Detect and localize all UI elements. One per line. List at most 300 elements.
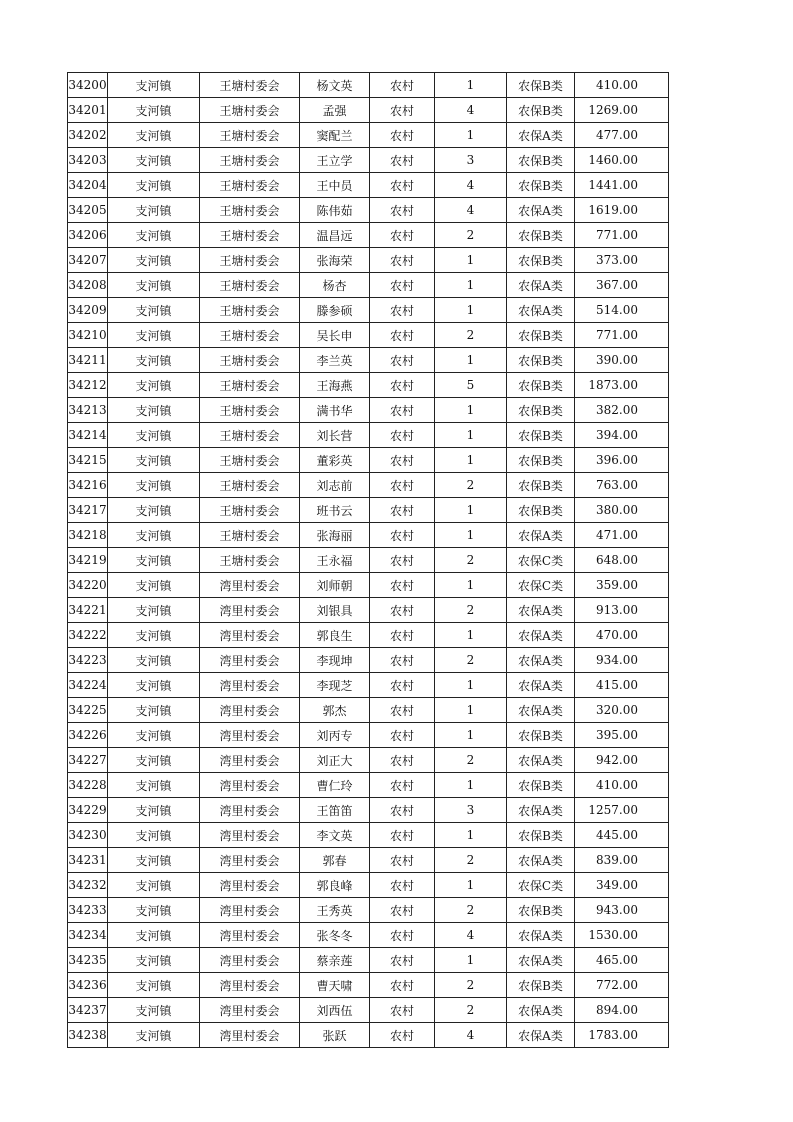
village-cell: 王塘村委会 <box>200 548 300 573</box>
town-cell: 支河镇 <box>108 623 200 648</box>
village-cell: 湾里村委会 <box>200 598 300 623</box>
row-id-cell: 34206 <box>68 223 108 248</box>
row-id-cell: 34213 <box>68 398 108 423</box>
town-cell: 支河镇 <box>108 223 200 248</box>
village-cell: 湾里村委会 <box>200 973 300 998</box>
area-type-cell: 农村 <box>370 298 435 323</box>
area-type-cell: 农村 <box>370 273 435 298</box>
category-cell: 农保B类 <box>507 448 575 473</box>
category-cell: 农保A类 <box>507 623 575 648</box>
name-cell: 董彩英 <box>300 448 370 473</box>
table-row <box>68 948 669 973</box>
table-row <box>68 548 669 573</box>
name-cell: 王笛笛 <box>300 798 370 823</box>
area-type-cell: 农村 <box>370 823 435 848</box>
category-cell: 农保A类 <box>507 923 575 948</box>
household-size-cell: 1 <box>435 298 507 323</box>
area-type-cell: 农村 <box>370 473 435 498</box>
category-cell: 农保B类 <box>507 398 575 423</box>
amount-cell: 373.00 <box>575 248 669 273</box>
row-id-cell: 34233 <box>68 898 108 923</box>
name-cell: 李现芝 <box>300 673 370 698</box>
village-cell: 湾里村委会 <box>200 723 300 748</box>
area-type-cell: 农村 <box>370 623 435 648</box>
table-row <box>68 323 669 348</box>
table-row <box>68 498 669 523</box>
name-cell: 曹天啸 <box>300 973 370 998</box>
village-cell: 王塘村委会 <box>200 448 300 473</box>
category-cell: 农保A类 <box>507 598 575 623</box>
town-cell: 支河镇 <box>108 73 200 98</box>
name-cell: 窦配兰 <box>300 123 370 148</box>
town-cell: 支河镇 <box>108 548 200 573</box>
household-size-cell: 2 <box>435 973 507 998</box>
town-cell: 支河镇 <box>108 373 200 398</box>
area-type-cell: 农村 <box>370 98 435 123</box>
table-row <box>68 673 669 698</box>
name-cell: 王秀英 <box>300 898 370 923</box>
table-row <box>68 473 669 498</box>
village-cell: 湾里村委会 <box>200 998 300 1023</box>
household-size-cell: 4 <box>435 98 507 123</box>
name-cell: 李兰英 <box>300 348 370 373</box>
amount-cell: 942.00 <box>575 748 669 773</box>
category-cell: 农保A类 <box>507 273 575 298</box>
village-cell: 王塘村委会 <box>200 373 300 398</box>
name-cell: 王立学 <box>300 148 370 173</box>
category-cell: 农保A类 <box>507 798 575 823</box>
area-type-cell: 农村 <box>370 698 435 723</box>
town-cell: 支河镇 <box>108 448 200 473</box>
town-cell: 支河镇 <box>108 123 200 148</box>
area-type-cell: 农村 <box>370 373 435 398</box>
row-id-cell: 34224 <box>68 673 108 698</box>
town-cell: 支河镇 <box>108 173 200 198</box>
amount-cell: 1460.00 <box>575 148 669 173</box>
row-id-cell: 34236 <box>68 973 108 998</box>
name-cell: 滕参硕 <box>300 298 370 323</box>
town-cell: 支河镇 <box>108 873 200 898</box>
row-id-cell: 34234 <box>68 923 108 948</box>
household-size-cell: 1 <box>435 948 507 973</box>
category-cell: 农保A类 <box>507 298 575 323</box>
name-cell: 李现坤 <box>300 648 370 673</box>
row-id-cell: 34216 <box>68 473 108 498</box>
household-size-cell: 1 <box>435 498 507 523</box>
row-id-cell: 34228 <box>68 773 108 798</box>
row-id-cell: 34231 <box>68 848 108 873</box>
town-cell: 支河镇 <box>108 198 200 223</box>
town-cell: 支河镇 <box>108 498 200 523</box>
amount-cell: 367.00 <box>575 273 669 298</box>
table-row <box>68 923 669 948</box>
town-cell: 支河镇 <box>108 423 200 448</box>
household-size-cell: 4 <box>435 173 507 198</box>
household-size-cell: 1 <box>435 273 507 298</box>
row-id-cell: 34215 <box>68 448 108 473</box>
category-cell: 农保A类 <box>507 1023 575 1048</box>
name-cell: 陈伟茹 <box>300 198 370 223</box>
town-cell: 支河镇 <box>108 673 200 698</box>
table-row <box>68 823 669 848</box>
household-size-cell: 2 <box>435 323 507 348</box>
row-id-cell: 34209 <box>68 298 108 323</box>
area-type-cell: 农村 <box>370 798 435 823</box>
village-cell: 王塘村委会 <box>200 323 300 348</box>
town-cell: 支河镇 <box>108 898 200 923</box>
village-cell: 王塘村委会 <box>200 298 300 323</box>
village-cell: 王塘村委会 <box>200 198 300 223</box>
village-cell: 湾里村委会 <box>200 848 300 873</box>
town-cell: 支河镇 <box>108 748 200 773</box>
village-cell: 湾里村委会 <box>200 923 300 948</box>
area-type-cell: 农村 <box>370 848 435 873</box>
category-cell: 农保A类 <box>507 648 575 673</box>
category-cell: 农保B类 <box>507 98 575 123</box>
amount-cell: 763.00 <box>575 473 669 498</box>
household-size-cell: 3 <box>435 148 507 173</box>
amount-cell: 771.00 <box>575 323 669 348</box>
name-cell: 王海燕 <box>300 373 370 398</box>
area-type-cell: 农村 <box>370 523 435 548</box>
name-cell: 曹仁玲 <box>300 773 370 798</box>
town-cell: 支河镇 <box>108 148 200 173</box>
category-cell: 农保B类 <box>507 423 575 448</box>
row-id-cell: 34208 <box>68 273 108 298</box>
amount-cell: 415.00 <box>575 673 669 698</box>
name-cell: 张跃 <box>300 1023 370 1048</box>
amount-cell: 1619.00 <box>575 198 669 223</box>
table-row <box>68 148 669 173</box>
name-cell: 刘丙专 <box>300 723 370 748</box>
household-size-cell: 1 <box>435 348 507 373</box>
category-cell: 农保C类 <box>507 548 575 573</box>
area-type-cell: 农村 <box>370 673 435 698</box>
area-type-cell: 农村 <box>370 448 435 473</box>
name-cell: 郭良生 <box>300 623 370 648</box>
town-cell: 支河镇 <box>108 298 200 323</box>
area-type-cell: 农村 <box>370 648 435 673</box>
category-cell: 农保B类 <box>507 473 575 498</box>
area-type-cell: 农村 <box>370 348 435 373</box>
area-type-cell: 农村 <box>370 223 435 248</box>
village-cell: 王塘村委会 <box>200 148 300 173</box>
village-cell: 王塘村委会 <box>200 73 300 98</box>
category-cell: 农保B类 <box>507 723 575 748</box>
town-cell: 支河镇 <box>108 273 200 298</box>
amount-cell: 395.00 <box>575 723 669 748</box>
household-size-cell: 2 <box>435 898 507 923</box>
row-id-cell: 34225 <box>68 698 108 723</box>
table-row <box>68 873 669 898</box>
name-cell: 张海荣 <box>300 248 370 273</box>
table-body <box>68 73 669 1048</box>
area-type-cell: 农村 <box>370 948 435 973</box>
category-cell: 农保A类 <box>507 698 575 723</box>
area-type-cell: 农村 <box>370 573 435 598</box>
household-size-cell: 4 <box>435 1023 507 1048</box>
village-cell: 王塘村委会 <box>200 223 300 248</box>
amount-cell: 396.00 <box>575 448 669 473</box>
village-cell: 湾里村委会 <box>200 748 300 773</box>
household-size-cell: 1 <box>435 873 507 898</box>
table-row <box>68 298 669 323</box>
area-type-cell: 农村 <box>370 148 435 173</box>
table-row <box>68 1023 669 1048</box>
category-cell: 农保A类 <box>507 998 575 1023</box>
name-cell: 刘正大 <box>300 748 370 773</box>
household-size-cell: 1 <box>435 573 507 598</box>
table-row <box>68 698 669 723</box>
amount-cell: 1783.00 <box>575 1023 669 1048</box>
table-row <box>68 848 669 873</box>
table-row <box>68 198 669 223</box>
name-cell: 王中员 <box>300 173 370 198</box>
name-cell: 吴长申 <box>300 323 370 348</box>
table-row <box>68 648 669 673</box>
town-cell: 支河镇 <box>108 698 200 723</box>
area-type-cell: 农村 <box>370 123 435 148</box>
row-id-cell: 34238 <box>68 1023 108 1048</box>
amount-cell: 349.00 <box>575 873 669 898</box>
amount-cell: 514.00 <box>575 298 669 323</box>
name-cell: 刘银具 <box>300 598 370 623</box>
row-id-cell: 34230 <box>68 823 108 848</box>
town-cell: 支河镇 <box>108 723 200 748</box>
area-type-cell: 农村 <box>370 898 435 923</box>
town-cell: 支河镇 <box>108 923 200 948</box>
category-cell: 农保C类 <box>507 573 575 598</box>
amount-cell: 410.00 <box>575 73 669 98</box>
table-row <box>68 898 669 923</box>
area-type-cell: 农村 <box>370 323 435 348</box>
amount-cell: 394.00 <box>575 423 669 448</box>
town-cell: 支河镇 <box>108 348 200 373</box>
table-row <box>68 273 669 298</box>
area-type-cell: 农村 <box>370 748 435 773</box>
amount-cell: 471.00 <box>575 523 669 548</box>
category-cell: 农保B类 <box>507 498 575 523</box>
household-size-cell: 2 <box>435 848 507 873</box>
household-size-cell: 1 <box>435 423 507 448</box>
village-cell: 王塘村委会 <box>200 423 300 448</box>
row-id-cell: 34218 <box>68 523 108 548</box>
village-cell: 湾里村委会 <box>200 1023 300 1048</box>
town-cell: 支河镇 <box>108 948 200 973</box>
village-cell: 王塘村委会 <box>200 348 300 373</box>
village-cell: 湾里村委会 <box>200 898 300 923</box>
category-cell: 农保B类 <box>507 248 575 273</box>
town-cell: 支河镇 <box>108 848 200 873</box>
category-cell: 农保B类 <box>507 898 575 923</box>
category-cell: 农保A类 <box>507 673 575 698</box>
table-row <box>68 423 669 448</box>
area-type-cell: 农村 <box>370 423 435 448</box>
household-size-cell: 1 <box>435 773 507 798</box>
category-cell: 农保B类 <box>507 148 575 173</box>
area-type-cell: 农村 <box>370 548 435 573</box>
town-cell: 支河镇 <box>108 398 200 423</box>
amount-cell: 1441.00 <box>575 173 669 198</box>
table-row <box>68 523 669 548</box>
amount-cell: 477.00 <box>575 123 669 148</box>
area-type-cell: 农村 <box>370 248 435 273</box>
table-row <box>68 448 669 473</box>
town-cell: 支河镇 <box>108 798 200 823</box>
town-cell: 支河镇 <box>108 248 200 273</box>
area-type-cell: 农村 <box>370 773 435 798</box>
town-cell: 支河镇 <box>108 998 200 1023</box>
name-cell: 杨文英 <box>300 73 370 98</box>
row-id-cell: 34212 <box>68 373 108 398</box>
village-cell: 王塘村委会 <box>200 523 300 548</box>
household-size-cell: 1 <box>435 73 507 98</box>
household-size-cell: 1 <box>435 623 507 648</box>
amount-cell: 380.00 <box>575 498 669 523</box>
name-cell: 班书云 <box>300 498 370 523</box>
household-size-cell: 1 <box>435 248 507 273</box>
village-cell: 王塘村委会 <box>200 398 300 423</box>
table-row <box>68 98 669 123</box>
row-id-cell: 34205 <box>68 198 108 223</box>
row-id-cell: 34207 <box>68 248 108 273</box>
category-cell: 农保B类 <box>507 323 575 348</box>
category-cell: 农保A类 <box>507 948 575 973</box>
records-table <box>67 72 669 1048</box>
category-cell: 农保A类 <box>507 123 575 148</box>
row-id-cell: 34202 <box>68 123 108 148</box>
household-size-cell: 2 <box>435 748 507 773</box>
town-cell: 支河镇 <box>108 773 200 798</box>
amount-cell: 445.00 <box>575 823 669 848</box>
village-cell: 王塘村委会 <box>200 498 300 523</box>
amount-cell: 470.00 <box>575 623 669 648</box>
name-cell: 杨杏 <box>300 273 370 298</box>
area-type-cell: 农村 <box>370 398 435 423</box>
table-row <box>68 248 669 273</box>
name-cell: 刘师朝 <box>300 573 370 598</box>
town-cell: 支河镇 <box>108 823 200 848</box>
village-cell: 湾里村委会 <box>200 798 300 823</box>
amount-cell: 1530.00 <box>575 923 669 948</box>
amount-cell: 648.00 <box>575 548 669 573</box>
village-cell: 湾里村委会 <box>200 573 300 598</box>
household-size-cell: 1 <box>435 823 507 848</box>
category-cell: 农保B类 <box>507 373 575 398</box>
row-id-cell: 34227 <box>68 748 108 773</box>
area-type-cell: 农村 <box>370 998 435 1023</box>
row-id-cell: 34237 <box>68 998 108 1023</box>
table-row <box>68 223 669 248</box>
table-row <box>68 748 669 773</box>
household-size-cell: 2 <box>435 998 507 1023</box>
row-id-cell: 34200 <box>68 73 108 98</box>
village-cell: 湾里村委会 <box>200 773 300 798</box>
category-cell: 农保B类 <box>507 173 575 198</box>
category-cell: 农保A类 <box>507 748 575 773</box>
table-row <box>68 723 669 748</box>
row-id-cell: 34204 <box>68 173 108 198</box>
table-row <box>68 73 669 98</box>
area-type-cell: 农村 <box>370 73 435 98</box>
table-row <box>68 773 669 798</box>
household-size-cell: 1 <box>435 723 507 748</box>
row-id-cell: 34235 <box>68 948 108 973</box>
name-cell: 郭良峰 <box>300 873 370 898</box>
name-cell: 蔡亲莲 <box>300 948 370 973</box>
town-cell: 支河镇 <box>108 973 200 998</box>
amount-cell: 934.00 <box>575 648 669 673</box>
amount-cell: 359.00 <box>575 573 669 598</box>
household-size-cell: 1 <box>435 673 507 698</box>
category-cell: 农保B类 <box>507 973 575 998</box>
town-cell: 支河镇 <box>108 98 200 123</box>
town-cell: 支河镇 <box>108 523 200 548</box>
area-type-cell: 农村 <box>370 973 435 998</box>
category-cell: 农保B类 <box>507 773 575 798</box>
category-cell: 农保B类 <box>507 348 575 373</box>
row-id-cell: 34220 <box>68 573 108 598</box>
row-id-cell: 34211 <box>68 348 108 373</box>
table-row <box>68 573 669 598</box>
row-id-cell: 34203 <box>68 148 108 173</box>
household-size-cell: 1 <box>435 123 507 148</box>
household-size-cell: 1 <box>435 523 507 548</box>
household-size-cell: 2 <box>435 223 507 248</box>
category-cell: 农保C类 <box>507 873 575 898</box>
village-cell: 湾里村委会 <box>200 873 300 898</box>
row-id-cell: 34217 <box>68 498 108 523</box>
row-id-cell: 34210 <box>68 323 108 348</box>
village-cell: 王塘村委会 <box>200 273 300 298</box>
name-cell: 郭杰 <box>300 698 370 723</box>
household-size-cell: 4 <box>435 198 507 223</box>
town-cell: 支河镇 <box>108 598 200 623</box>
row-id-cell: 34201 <box>68 98 108 123</box>
amount-cell: 772.00 <box>575 973 669 998</box>
household-size-cell: 2 <box>435 473 507 498</box>
category-cell: 农保B类 <box>507 823 575 848</box>
area-type-cell: 农村 <box>370 723 435 748</box>
village-cell: 湾里村委会 <box>200 648 300 673</box>
row-id-cell: 34223 <box>68 648 108 673</box>
name-cell: 刘西伍 <box>300 998 370 1023</box>
category-cell: 农保A类 <box>507 198 575 223</box>
name-cell: 满书华 <box>300 398 370 423</box>
table-row <box>68 623 669 648</box>
name-cell: 王永福 <box>300 548 370 573</box>
name-cell: 刘长营 <box>300 423 370 448</box>
row-id-cell: 34222 <box>68 623 108 648</box>
amount-cell: 390.00 <box>575 348 669 373</box>
area-type-cell: 农村 <box>370 873 435 898</box>
town-cell: 支河镇 <box>108 648 200 673</box>
household-size-cell: 2 <box>435 598 507 623</box>
household-size-cell: 2 <box>435 648 507 673</box>
amount-cell: 465.00 <box>575 948 669 973</box>
village-cell: 王塘村委会 <box>200 473 300 498</box>
village-cell: 王塘村委会 <box>200 248 300 273</box>
area-type-cell: 农村 <box>370 598 435 623</box>
household-size-cell: 1 <box>435 698 507 723</box>
village-cell: 湾里村委会 <box>200 823 300 848</box>
area-type-cell: 农村 <box>370 498 435 523</box>
name-cell: 孟强 <box>300 98 370 123</box>
name-cell: 张海丽 <box>300 523 370 548</box>
area-type-cell: 农村 <box>370 173 435 198</box>
name-cell: 温昌远 <box>300 223 370 248</box>
row-id-cell: 34232 <box>68 873 108 898</box>
